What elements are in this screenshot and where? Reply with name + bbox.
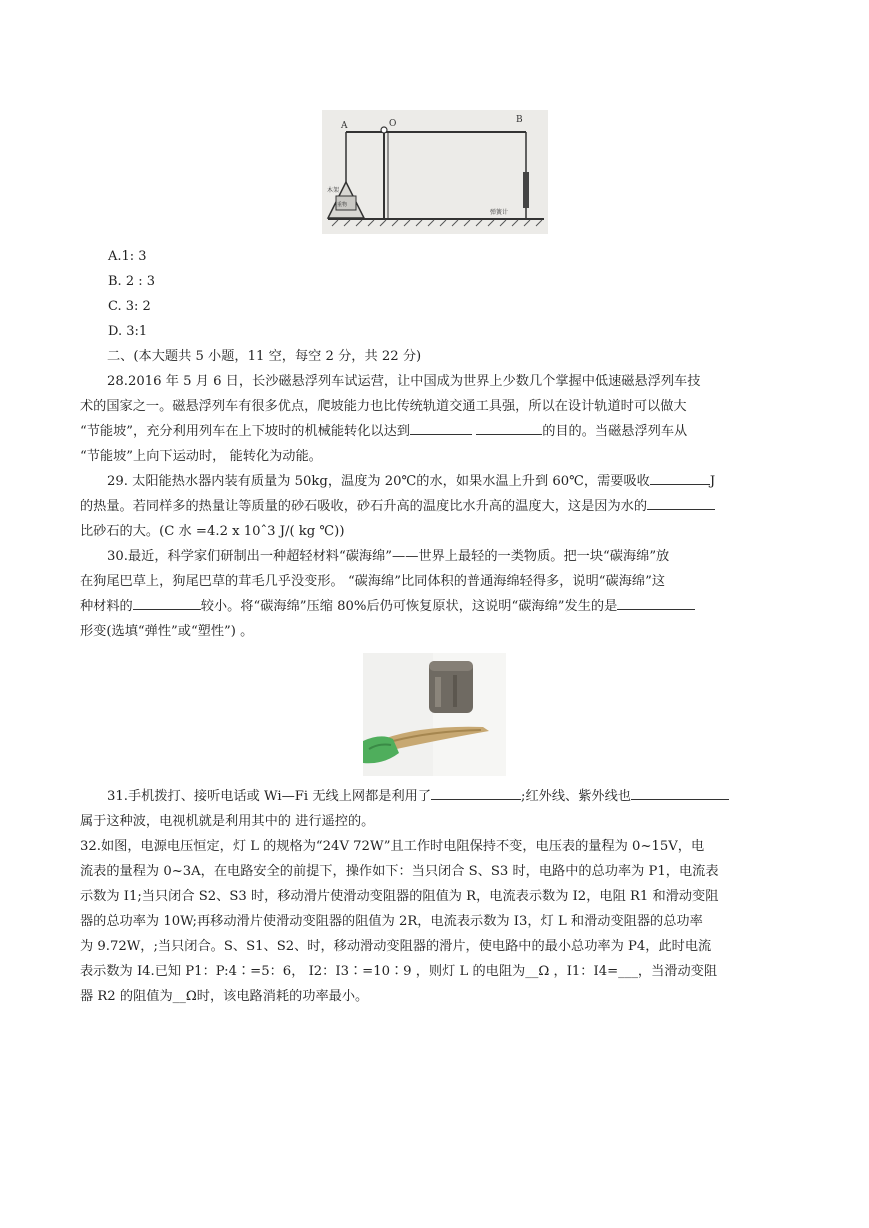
option-a: A.1: 3 — [108, 249, 147, 264]
label-weight: 重物 — [337, 202, 348, 208]
question-29: 29. 太阳能热水器内装有质量为 50kg，温度为 20℃的水，如果水温上升到 60℃，需要吸收 J 的热量。若同样多的热量让等质量的砂石吸收，砂石升高的温度比水升高的温度大，这是因为水的 比砂石的大。(C 水 =4.2 x 10ˆ3 J/( kg ℃)) — [80, 469, 790, 544]
lever-diagram — [322, 110, 548, 234]
question-28: 28.2016 年 5 月 6 日，长沙磁悬浮列车试运营，让中国成为世界上少数几个掌握中低速磁悬浮列车技 术的国家之一。磁悬浮列车有很多优点，爬坡能力也比传统轨道交通工具强，所以在设计轨道时可以做大 “节能坡”，充分利用列车在上下坡时的机械能转化以达到 的目的。当磁悬浮列车从 “节能坡”上向下运动时， 能转化为动能。 — [80, 374, 701, 464]
label-stand: 木架 — [327, 187, 340, 194]
option-b: B. 2 : 3 — [108, 274, 156, 289]
label-meter: 弹簧计 — [490, 209, 509, 216]
carbon-sponge-photo — [363, 653, 506, 776]
question-32: 32.如图，电源电压恒定，灯 L 的规格为“24V 72W”且工作时电阻保持不变，电压表的量程为 0~15V，电 流表的量程为 0~3A，在电路安全的前提下，操作如下：当只闭合 S、S3 时，电路中的总功率为 P1，电流表 示数为 I1;当只闭合 S2、S3 时，移动滑片使滑动变阻器的阻值为 R，电流表示数为 I2，电阻 R1 和滑动变阻 器的总功率为 10W;再移动滑片使滑动变阻器的阻值为 2R，电流表示数为 I3，灯 L 和滑动变阻器的总功率 为 9.72W，;当只闭合。S、S1、S2、时，移动滑动变阻器的滑片，使电路中的最小总功率为 P4，此时电流 表示数为 I4.已知 P1：P:4∶=5：6， I2：I3∶=10∶9 ，则灯 L 的电阻为__Ω ，I1：I4=___，当滑动变阻 器 R2 的阻值为__Ω时，该电路消耗的功率最小。 — [80, 839, 719, 1004]
section-two-title: 二、(本大题共 5 小题，11 空，每空 2 分，共 22 分) — [107, 349, 422, 364]
label-a: A — [341, 121, 348, 131]
question-31: 31.手机拨打、接听电话或 Wi—Fi 无线上网都是利用了 ;红外线、紫外线也 属于这种波，电视机就是利用其中的 进行遥控的。 — [80, 784, 790, 834]
label-b: B — [516, 115, 523, 125]
label-o: O — [389, 119, 397, 129]
option-c: C. 3: 2 — [108, 299, 151, 314]
option-d: D. 3:1 — [108, 324, 148, 339]
question-30: 30.最近，科学家们研制出一种超轻材料“碳海绵”——世界上最轻的一类物质。把一块“碳海绵”放 在狗尾巴草上，狗尾巴草的茸毛几乎没变形。 “碳海绵”比同体积的普通海绵轻得多，说明“碳海绵”这 种材料的 较小。将“碳海绵”压缩 80%后仍可恢复原状，这说明“碳海绵”发生的是 形变(选填“弹性”或“塑性”) 。 — [80, 544, 790, 644]
